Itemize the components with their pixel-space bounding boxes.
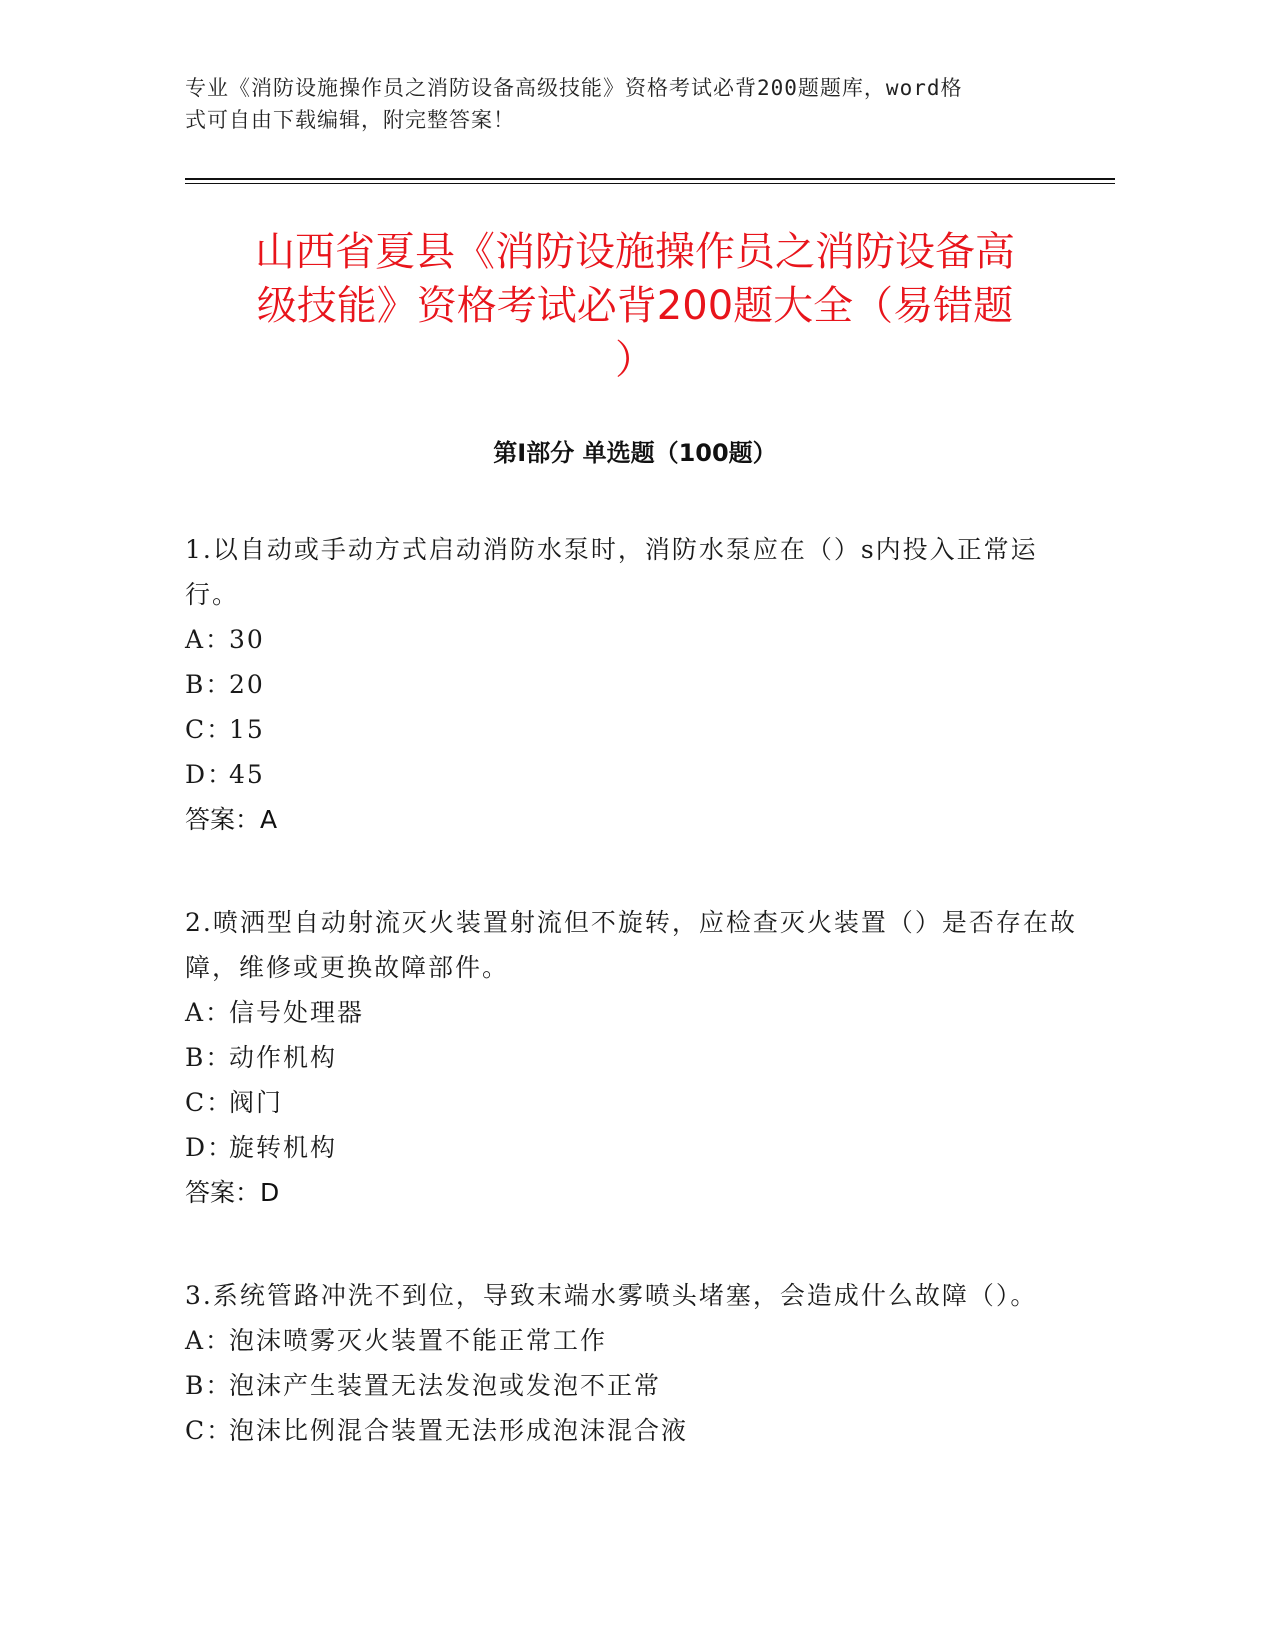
- header-note-line-1: 专业《消防设施操作员之消防设备高级技能》资格考试必背200题题库，word格: [185, 76, 963, 100]
- option-key: D：: [185, 760, 235, 789]
- option-key: A：: [185, 998, 233, 1027]
- question-2: [185, 900, 1085, 1215]
- document-title: [185, 225, 1085, 387]
- title-line-2: 级技能》资格考试必背200题大全（易错题: [256, 283, 1014, 329]
- option-text: 15: [229, 715, 265, 744]
- option-d: [185, 752, 1085, 797]
- option-key: B：: [185, 1371, 233, 1400]
- option-text: 泡沫产生装置无法发泡或发泡不正常: [229, 1371, 662, 1400]
- question-stem: 1.以自动或手动方式启动消防水泵时，消防水泵应在（）s内投入正常运行。: [185, 535, 1038, 609]
- option-key: C：: [185, 1416, 234, 1445]
- option-b: [185, 1035, 1085, 1080]
- option-key: B：: [185, 670, 233, 699]
- option-c: [185, 707, 1085, 752]
- option-key: C：: [185, 715, 234, 744]
- option-b: [185, 662, 1085, 707]
- option-a: [185, 990, 1085, 1035]
- question-1: [185, 527, 1085, 842]
- header-note-line-2: 式可自由下载编辑，附完整答案！: [185, 108, 515, 132]
- option-text: 信号处理器: [229, 998, 365, 1027]
- option-key: A：: [185, 625, 233, 654]
- option-text: 30: [229, 625, 265, 654]
- option-text: 泡沫比例混合装置无法形成泡沫混合液: [229, 1416, 689, 1445]
- option-d: [185, 1125, 1085, 1170]
- option-key: C：: [185, 1088, 234, 1117]
- question-stem: 3.系统管路冲洗不到位，导致末端水雾喷头堵塞，会造成什么故障（）。: [185, 1281, 1038, 1310]
- option-key: A：: [185, 1326, 233, 1355]
- question-list: [185, 527, 1085, 1511]
- title-line-3: ）: [615, 337, 655, 383]
- question-answer: 答案：D: [185, 1178, 280, 1207]
- option-text: 阀门: [229, 1088, 284, 1117]
- header-divider-thick: [185, 178, 1115, 180]
- header-divider-thin: [185, 183, 1115, 184]
- option-text: 动作机构: [229, 1043, 338, 1072]
- option-key: B：: [185, 1043, 233, 1072]
- option-text: 泡沫喷雾灭火装置不能正常工作: [229, 1326, 608, 1355]
- header-note: [185, 72, 1065, 136]
- option-c: [185, 1080, 1085, 1125]
- option-text: 旋转机构: [229, 1133, 338, 1162]
- question-3: [185, 1273, 1085, 1453]
- option-text: 20: [229, 670, 265, 699]
- option-a: [185, 1318, 1085, 1363]
- title-line-1: 山西省夏县《消防设施操作员之消防设备高: [255, 229, 1015, 275]
- option-text: 45: [229, 760, 265, 789]
- option-a: [185, 617, 1085, 662]
- section-heading: 第I部分 单选题（100题）: [493, 439, 777, 467]
- option-c: [185, 1408, 1085, 1453]
- option-key: D：: [185, 1133, 235, 1162]
- option-b: [185, 1363, 1085, 1408]
- question-answer: 答案：A: [185, 805, 278, 834]
- question-stem: 2.喷洒型自动射流灭火装置射流但不旋转，应检查灭火装置（）是否存在故障，维修或更换故障部件。: [185, 908, 1077, 982]
